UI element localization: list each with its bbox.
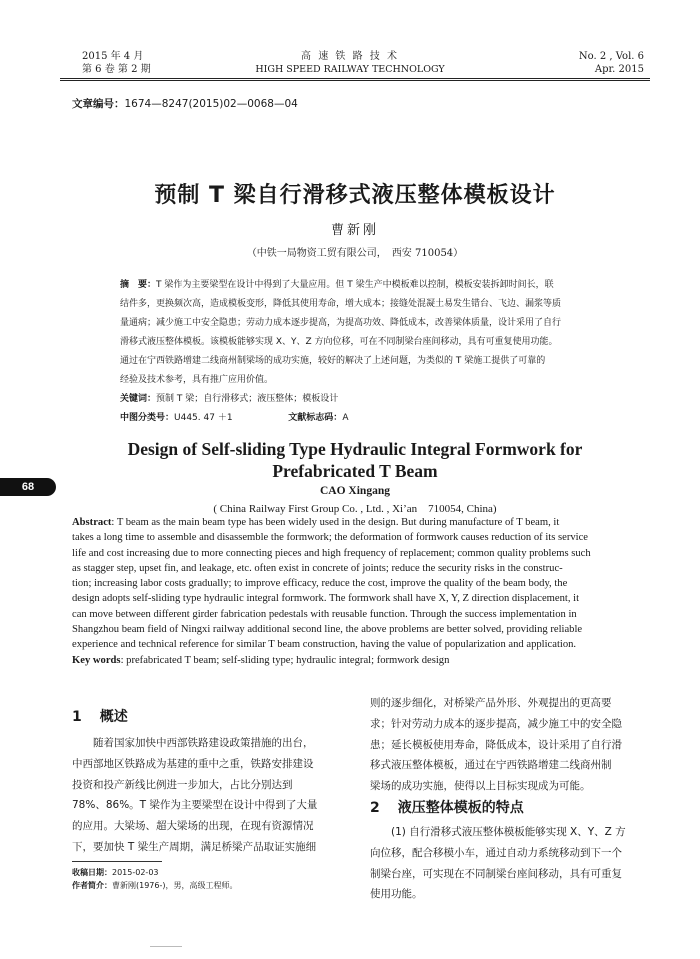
section2-line: 使用功能。	[370, 888, 423, 901]
author-zh: 曹新刚	[330, 223, 379, 238]
journal-name-en: HIGH SPEED RAILWAY TECHNOLOGY	[255, 64, 445, 75]
article-number-label: 文章编号：	[72, 98, 125, 110]
section1-body	[72, 733, 364, 858]
section2-line: 向位移，配合移模小车，通过自动力系统移动到下一个	[370, 846, 622, 859]
header-date: 2015 年 4 月	[82, 51, 144, 62]
right-col-body	[370, 693, 660, 797]
section2-line: (1) 自行滑移式液压整体模板能够实现 X、Y、Z 方	[370, 826, 626, 838]
doc-code-value: A	[342, 413, 349, 423]
section1-line: 随着国家加快中西部铁路建设政策措施的出台，	[72, 737, 314, 749]
title-en-line2: Prefabricated T Beam	[272, 461, 438, 481]
footnote-received: 收稿日期：2015-02-03	[72, 868, 159, 877]
section1-line: 中西部地区铁路成为基建的重中之重，铁路安排建设	[72, 757, 314, 770]
footnote	[72, 866, 238, 892]
abstract-en-line: can move between different girder fabrication pedestals with reusable function. Through the success implementation in	[72, 608, 577, 620]
page-number-badge: 68	[0, 478, 56, 496]
title-en-line1: Design of Self-sliding Type Hydraulic Integral Formwork for	[127, 439, 583, 459]
section2-line: 制梁台座，可实现在不同制梁台座间移动，具有可重复	[370, 867, 622, 880]
right-col-line: 梁场的成功实施，使得以上目标实现成为可能。	[370, 780, 591, 793]
section2-heading	[370, 797, 524, 817]
doc-code-label: 文献标志码：	[288, 413, 343, 423]
section1-heading	[72, 706, 128, 726]
header-rule-2	[60, 80, 650, 81]
header-issue: No. 2 , Vol. 6	[578, 51, 644, 62]
abstract-en-line: Shangzhou beam field of Ningxi railway additional second line, the above problems are better solved, providing reliable	[72, 624, 583, 636]
footnote-rule	[72, 861, 162, 862]
classification	[120, 409, 640, 428]
keywords-zh-label: 关键词：	[120, 394, 157, 404]
abstract-zh	[120, 276, 640, 428]
right-col-line: 求；针对劳动力成本的逐步提高，减少施工中的安全隐	[370, 717, 622, 730]
header-month: Apr. 2015	[594, 64, 644, 75]
abstract-zh-line: 经验及技术参考，具有推广应用价值。	[120, 375, 274, 385]
keywords-en-label: Key words	[72, 654, 121, 666]
right-col-line: 患；延长模板使用寿命，降低成本，设计采用了自行滑	[370, 738, 622, 751]
abstract-en-line: life and cost increasing due to more connecting pieces and high frequency of replacement; common quality problems such	[72, 547, 591, 559]
affiliation-zh: （中铁一局物资工贸有限公司， 西安 710054）	[246, 248, 464, 259]
footnote-author: 作者简介：曹新刚(1976-)，男，高级工程师。	[72, 881, 238, 890]
section1-title: 概述	[99, 709, 128, 725]
title-zh: 预制 T 梁自行滑移式液压整体模板设计	[154, 183, 556, 208]
header-rule	[60, 78, 650, 79]
abstract-zh-label: 摘 要：	[120, 280, 157, 290]
abstract-zh-line: 通过在宁西铁路增建二线商州制梁场的成功实施，较好的解决了上述问题，为类似的 T 梁施工提供了可靠的	[120, 356, 546, 366]
abstract-en-line: takes a long time to assemble and disassemble the formwork; the deformation of formwork causes reduction of its service	[72, 532, 589, 544]
section2-number: 2	[370, 800, 380, 816]
abstract-en-line: as stagger step, upset fin, and leakage, etc. often exist in concrete of joints; reduce the security risks in the construc-	[72, 562, 563, 574]
article-number	[72, 96, 298, 111]
abstract-en-label: Abstract	[72, 517, 112, 528]
section2-body	[370, 822, 660, 905]
section1-number: 1	[72, 709, 82, 725]
class-no-value: U445. 47 ＋1	[174, 413, 233, 423]
class-no-label: 中图分类号：	[120, 413, 175, 423]
journal-name-zh: 高 速 铁 路 技 术	[301, 51, 399, 62]
scan-mark	[150, 946, 182, 947]
abstract-zh-line: 结件多，更换频次高，造成模板变形，降低其使用寿命，增大成本；接缝处混凝土易发生错台、飞边、漏浆等质	[120, 299, 562, 309]
title-en	[60, 438, 650, 482]
keywords-en: Key words: prefabricated T beam; self-sliding type; hydraulic integral; formwork design	[72, 654, 450, 666]
abstract-zh-line: 摘 要：T 梁作为主要梁型在设计中得到了大量应用。但 T 梁生产中模板难以控制，模板安装拆卸时间长，联	[120, 280, 554, 290]
abstract-zh-line: 量通病；减少施工中安全隐患；劳动力成本逐步提高，为提高功效、降低成本，改善梁体质量，设计采用了自行	[120, 318, 562, 328]
abstract-en-line: Abstract: T beam as the main beam type has been widely used in the design. But during manufacture of T beam, it	[72, 517, 560, 528]
section1-line: 投资和投产新线比例进一步加大，占比分别达到	[72, 778, 293, 791]
right-col-line: 移式液压整体模板，通过在宁西铁路增建二线商州制	[370, 759, 612, 772]
abstract-en-line: tion; increasing labor costs gradually; to improve efficacy, reduce the cost, improve the quality of the beam body, the	[72, 578, 568, 590]
abstract-zh-line: 滑移式液压整体模板。该模板能够实现 X、Y、Z 方向位移，可在不同制梁台座间移动，具有可重复使用功能。	[120, 337, 558, 347]
affiliation-en: ( China Railway First Group Co. , Ltd. , Xi’an 710054, China)	[213, 503, 497, 515]
right-col-line: 则的逐步细化，对桥梁产品外形、外观提出的更高要	[370, 697, 612, 709]
abstract-en-line: experience and technical reference for similar T beam construction, having the value of popularization and application.	[72, 639, 577, 651]
header-volume: 第 6 卷 第 2 期	[82, 64, 151, 75]
section1-line: 78%、86%。T 梁作为主要梁型在设计中得到了大量	[72, 799, 318, 812]
section1-line: 下，要加快 T 梁生产周期，满足桥梁产品取证实施细	[72, 840, 317, 853]
section1-line: 的应用。大梁场、超大梁场的出现，在现有资源情况	[72, 820, 314, 833]
author-en: CAO Xingang	[320, 485, 390, 497]
abstract-en	[72, 515, 656, 668]
keywords-zh: 关键词：预制 T 梁；自行滑移式；液压整体；模板设计	[120, 394, 339, 404]
section2-title: 液压整体模板的特点	[397, 800, 524, 816]
abstract-en-line: design adopts self-sliding type hydraulic integral formwork. The formwork shall have X, Y, Z direction displacement, it	[72, 593, 580, 605]
article-number-value: 1674—8247(2015)02—0068—04	[124, 98, 298, 110]
